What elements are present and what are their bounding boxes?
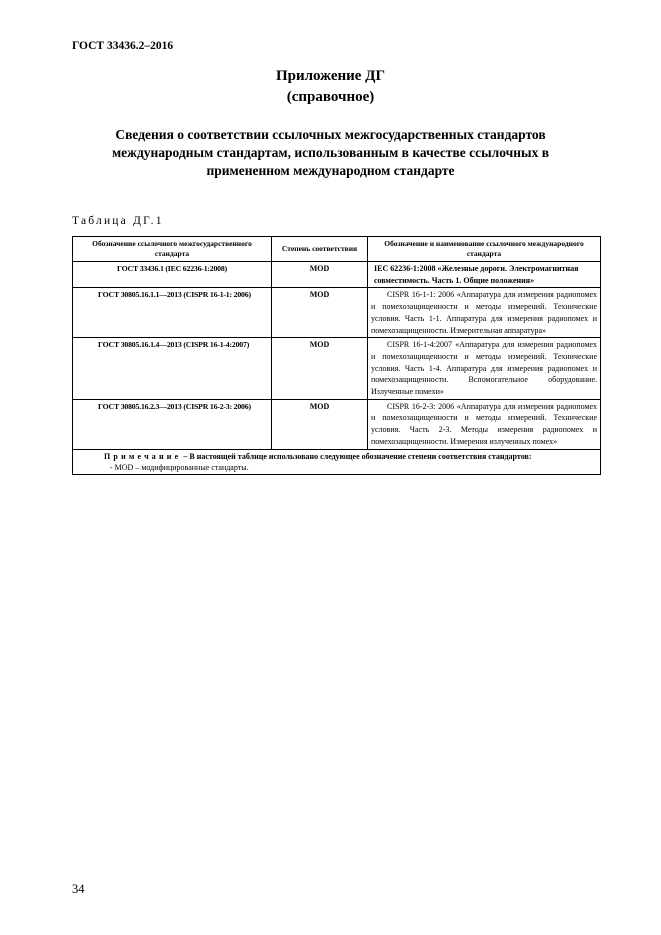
table-note-row [73, 449, 601, 474]
designation-cell: ГОСТ 33436.1 (IEC 62236-1:2008) [73, 262, 272, 288]
table-caption: Таблица ДГ.1 [72, 215, 164, 227]
header-designation: Обозначение ссылочного межгосударственного стандарта [73, 237, 272, 262]
page-number: 34 [72, 882, 85, 896]
note-label: Примечание [104, 451, 182, 461]
document-code: ГОСТ 33436.2–2016 [72, 40, 174, 52]
table-row [73, 399, 601, 449]
degree-cell: MOD [272, 262, 368, 288]
appendix-heading [66, 126, 595, 180]
table-row [73, 262, 601, 288]
degree-cell: MOD [272, 338, 368, 400]
appendix-subtitle: (справочное) [286, 89, 375, 105]
international-cell: CISPR 16-2-3: 2006 «Аппаратура для измерения радиопомех и помехозащищенности и методы измерений. Технические условия. Часть 2-3. Методы измерения радиопомех и помехозащищенности. Измерения излученных помех» [368, 399, 601, 449]
note-dash: – [183, 451, 188, 461]
heading-line-3: примененном международном стандарте [206, 163, 455, 178]
designation-cell: ГОСТ 30805.16.1.4—2013 (CISPR 16-1-4:2007) [73, 338, 272, 400]
heading-line-1: Сведения о соответствии ссылочных межгосударственных стандартов [115, 127, 546, 142]
table-row [73, 338, 601, 400]
designation-cell: ГОСТ 30805.16.2.3—2013 (CISPR 16-2-3: 2006) [73, 399, 272, 449]
degree-cell: MOD [272, 288, 368, 338]
table-row [73, 288, 601, 338]
international-cell: CISPR 16-1-1: 2006 «Аппаратура для измерения радиопомех и помехозащищенности и методы измерений. Технические условия. Часть 1-1. Аппаратура для измерения радиопомех и помехозащищенности. Измерительная аппаратура» [368, 288, 601, 338]
table-header-row [73, 237, 601, 262]
international-cell: CISPR 16-1-4:2007 «Аппаратура для измерения радиопомех и помехозащищенности и методы измерений. Технические условия. Часть 1-4. Аппаратура для измерения радиопомех и помехозащищенности. Вспомогательное оборудование. Излученные помехи» [368, 338, 601, 400]
heading-line-2: международным стандартам, использованным в качестве ссылочных в [111, 145, 550, 160]
note-text: В настоящей таблице использовано следующее обозначение степени соответствия стандартов: [189, 451, 532, 461]
header-degree: Степень соответствия [272, 237, 368, 262]
international-cell: IEC 62236-1:2008 «Железные дороги. Электромагнитная совместимость. Часть 1. Общие положения» [368, 262, 601, 288]
note-cell [73, 449, 601, 474]
header-international: Обозначение и наименование ссылочного международного стандарта [368, 237, 601, 262]
correspondence-table [72, 236, 601, 475]
degree-cell: MOD [272, 399, 368, 449]
designation-cell: ГОСТ 30805.16.1.1—2013 (CISPR 16-1-1: 2006) [73, 288, 272, 338]
appendix-title: Приложение ДГ [275, 68, 386, 84]
note-item: - MOD – модифицированные стандарты. [110, 462, 249, 472]
